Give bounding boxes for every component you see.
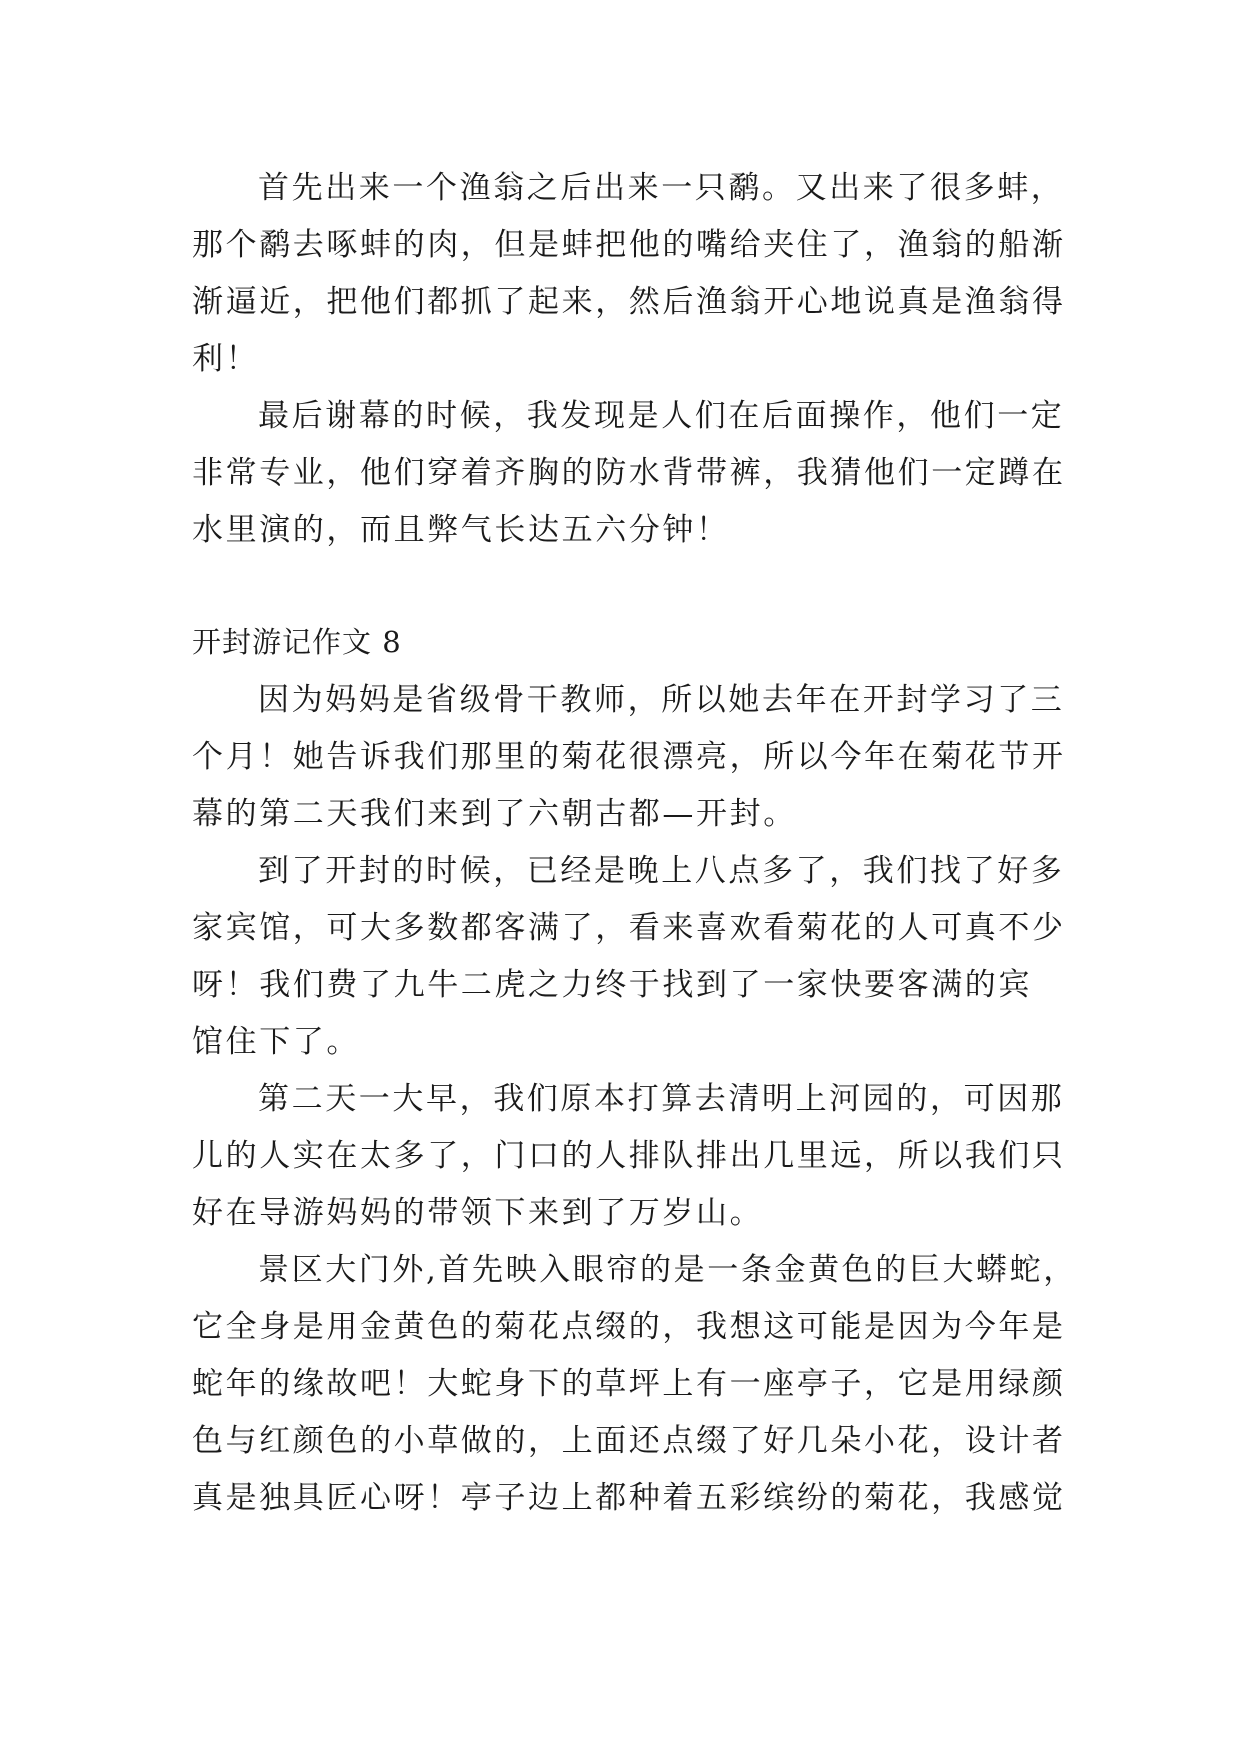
paragraph-line: 家宾馆，可大多数都客满了，看来喜欢看菊花的人可真不少 (192, 910, 1066, 946)
paragraph-line: 好在导游妈妈的带领下来到了万岁山。 (192, 1195, 764, 1231)
paragraph-line: 因为妈妈是省级骨干教师，所以她去年在开封学习了三 (258, 682, 1065, 718)
paragraph-line: 幕的第二天我们来到了六朝古都—开封。 (192, 796, 797, 832)
paragraph-line: 第二天一大早，我们原本打算去清明上河园的，可因那 (258, 1081, 1065, 1117)
paragraph-line: 到了开封的时候，已经是晚上八点多了，我们找了好多 (258, 853, 1065, 889)
paragraph-line: 首先出来一个渔翁之后出来一只鹬。又出来了很多蚌， (258, 170, 1065, 206)
paragraph-line: 非常专业，他们穿着齐胸的防水背带裤，我猜他们一定蹲在 (192, 455, 1066, 491)
paragraph-line: 景区大门外,首先映入眼帘的是一条金黄色的巨大蟒蛇， (258, 1252, 1077, 1288)
paragraph-line: 渐逼近，把他们都抓了起来，然后渔翁开心地说真是渔翁得 (192, 284, 1066, 320)
paragraph-line: 蛇年的缘故吧！大蛇身下的草坪上有一座亭子，它是用绿颜 (192, 1366, 1066, 1402)
paragraph-line: 馆住下了。 (192, 1024, 360, 1060)
section-title: 开封游记作文 8 (192, 625, 402, 659)
paragraph-line: 个月！她告诉我们那里的菊花很漂亮，所以今年在菊花节开 (192, 739, 1066, 775)
paragraph-line: 最后谢幕的时候，我发现是人们在后面操作，他们一定 (258, 398, 1065, 434)
paragraph-line: 水里演的，而且弊气长达五六分钟！ (192, 512, 730, 548)
paragraph-line: 利！ (192, 341, 260, 377)
paragraph-line: 儿的人实在太多了，门口的人排队排出几里远，所以我们只 (192, 1138, 1066, 1174)
paragraph-line: 色与红颜色的小草做的，上面还点缀了好几朵小花，设计者 (192, 1423, 1066, 1459)
paragraph-line: 它全身是用金黄色的菊花点缀的，我想这可能是因为今年是 (192, 1309, 1066, 1345)
paragraph-line: 呀！我们费了九牛二虎之力终于找到了一家快要客满的宾 (192, 967, 1032, 1003)
paragraph-line: 那个鹬去啄蚌的肉，但是蚌把他的嘴给夹住了，渔翁的船渐 (192, 227, 1066, 263)
paragraph-line: 真是独具匠心呀！亭子边上都种着五彩缤纷的菊花，我感觉 (192, 1480, 1066, 1516)
